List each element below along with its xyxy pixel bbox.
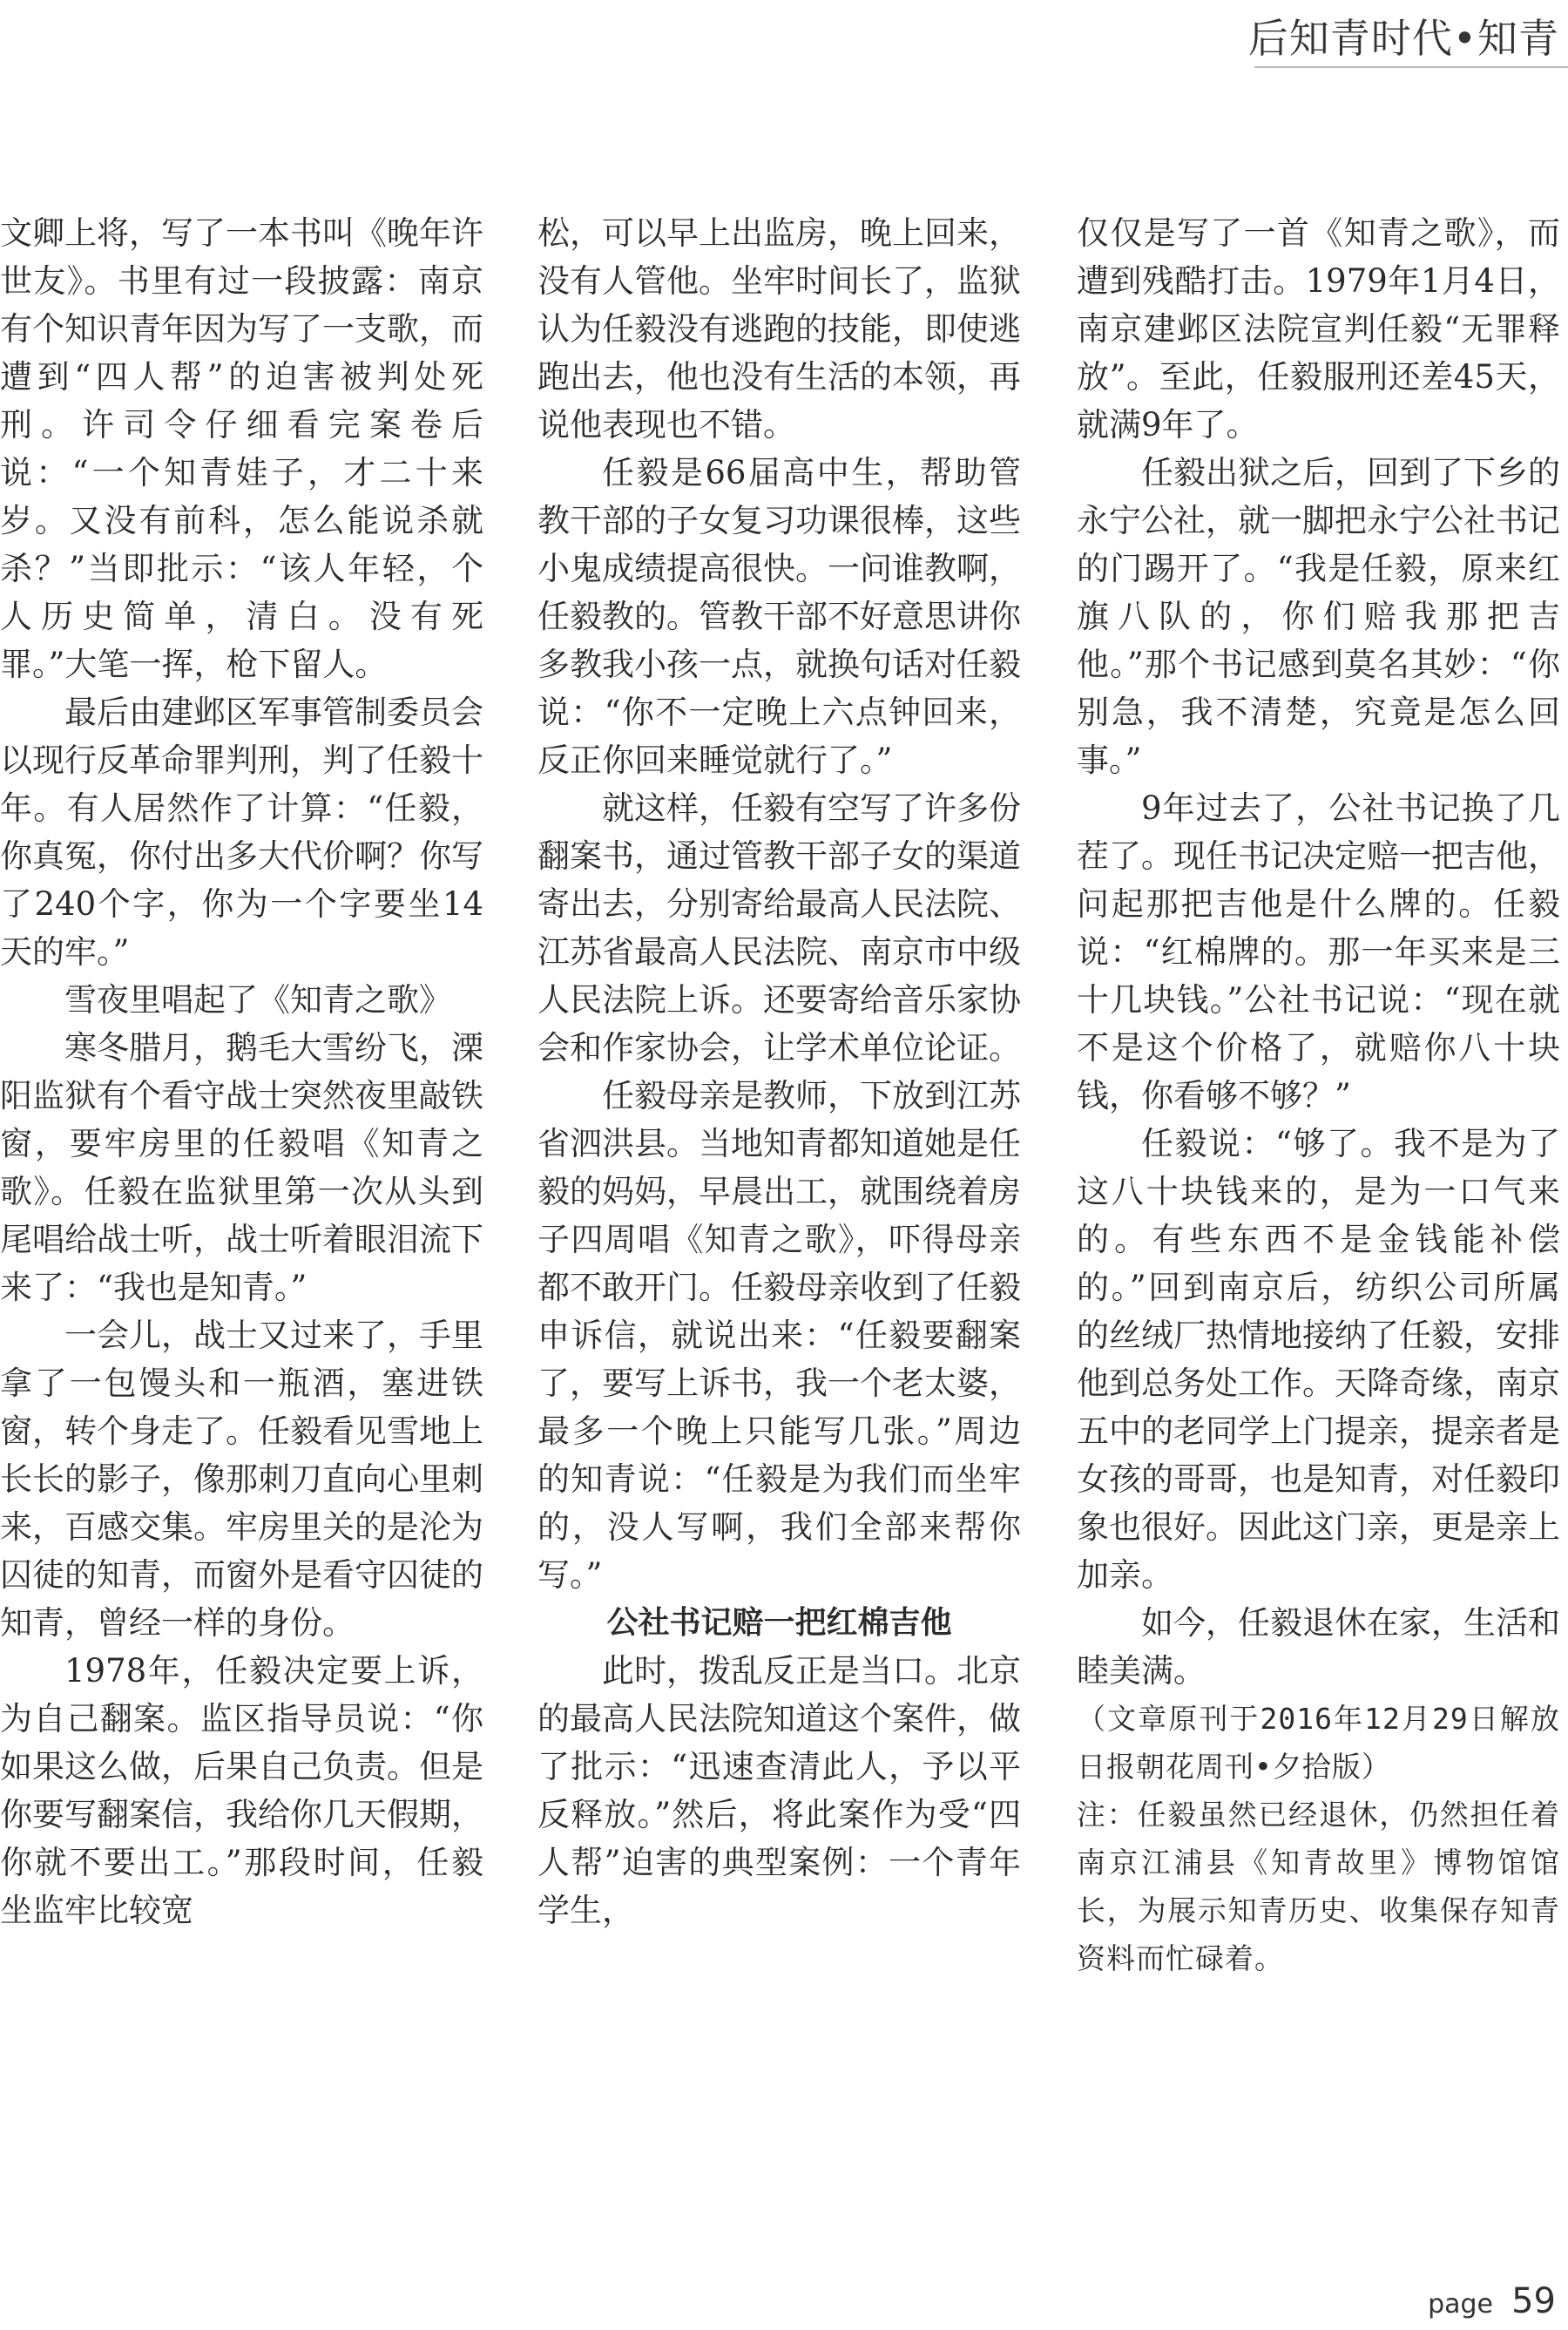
- footnote: 注：任毅虽然已经退休，仍然担任着南京江浦县《知青故里》博物馆馆长，为展示知青历史、收集保存知青资料而忙碌着。: [1077, 1798, 1560, 1975]
- paragraph: 就这样，任毅有空写了许多份翻案书，通过管教干部子女的渠道寄出去，分别寄给最高人民法院、江苏省最高人民法院、南京市中级人民法院上诉。还要寄给音乐家协会和作家协会，让学术单位论证。: [537, 789, 1021, 1067]
- paragraph: 1978年，任毅决定要上诉，为自己翻案。监区指导员说：“你如果这么做，后果自己负责。但是你要写翻案信，我给你几天假期，你就不要出工。”那段时间，任毅坐监牢比较宽: [0, 1652, 483, 1929]
- header-divider: [1254, 66, 1568, 68]
- page-number: 59: [1511, 2281, 1556, 2321]
- paragraph: 如今，任毅退休在家，生活和睦美满。: [1077, 1604, 1560, 1690]
- paragraph: 此时，拨乱反正是当口。北京的最高人民法院知道这个案件，做了批示：“迅速查清此人，予以平反释放。”然后，将此案作为受“四人帮”迫害的典型案例：一个青年学生，: [537, 1652, 1021, 1929]
- paragraph: 仅仅是写了一首《知青之歌》，而遭到残酷打击。1979年1月4日，南京建邺区法院宣判任毅“无罪释放”。至此，任毅服刑还差45天，就满9年了。: [1077, 214, 1560, 444]
- text-column-3: [1077, 209, 1560, 1982]
- paragraph: 任毅是66届高中生，帮助管教干部的子女复习功课很棒，这些小鬼成绩提高很快。一问谁教啊，任毅教的。管教干部不好意思讲你多教我小孩一点，就换句话对任毅说：“你不一定晚上六点钟回来，反正你回来睡觉就行了。”: [537, 454, 1021, 779]
- paragraph: 最后由建邺区军事管制委员会以现行反革命罪判刑，判了任毅十年。有人居然作了计算：“任毅，你真冤，你付出多大代价啊？你写了240个字，你为一个字要坐14天的牢。”: [0, 694, 483, 971]
- footnote: （文章原刊于2016年12月29日解放日报朝花周刊•夕拾版）: [1077, 1702, 1560, 1784]
- paragraph: 一会儿，战士又过来了，手里拿了一包馒头和一瓶酒，塞进铁窗，转个身走了。任毅看见雪地上长长的影子，像那刺刀直向心里刺来，百感交集。牢房里关的是沦为囚徒的知青，而窗外是看守囚徒的知青，曾经一样的身份。: [0, 1317, 483, 1642]
- section-heading: 公社书记赔一把红棉吉他: [606, 1605, 952, 1641]
- paragraph: 任毅母亲是教师，下放到江苏省泗洪县。当地知青都知道她是任毅的妈妈，早晨出工，就围绕着房子四周唱《知青之歌》，吓得母亲都不敢开门。任毅母亲收到了任毅申诉信，就说出来：“任毅要翻案了，要写上诉书，我一个老太婆，最多一个晚上只能写几张。”周边的知青说：“任毅是为我们而坐牢的，没人写啊，我们全部来帮你写。”: [537, 1077, 1021, 1594]
- paragraph: 寒冬腊月，鹅毛大雪纷飞，溧阳监狱有个看守战士突然夜里敲铁窗，要牢房里的任毅唱《知青之歌》。任毅在监狱里第一次从头到尾唱给战士听，战士听着眼泪流下来了：“我也是知青。”: [0, 1029, 483, 1306]
- paragraph: 文卿上将，写了一本书叫《晚年许世友》。书里有过一段披露：南京有个知识青年因为写了一支歌，而遭到“四人帮”的迫害被判处死刑。许司令仔细看完案卷后说：“一个知青娃子，才二十来岁。又没有前科，怎么能说杀就杀？”当即批示：“该人年轻，个人历史简单，清白。没有死罪。”大笔一挥，枪下留人。: [0, 214, 483, 683]
- subheading: 雪夜里唱起了《知青之歌》: [64, 981, 451, 1019]
- page-footer: [1428, 2281, 1556, 2321]
- paragraph: 松，可以早上出监房，晚上回来，没有人管他。坐牢时间长了，监狱认为任毅没有逃跑的技能，即使逃跑出去，他也没有生活的本领，再说他表现也不错。: [537, 214, 1021, 444]
- text-column-2: [537, 209, 1021, 1934]
- paragraph: 9年过去了，公社书记换了几茬了。现任书记决定赔一把吉他，问起那把吉他是什么牌的。任毅说：“红棉牌的。那一年买来是三十几块钱。”公社书记说：“现在就不是这个价格了，就赔你八十块钱，你看够不够？”: [1077, 789, 1560, 1114]
- paragraph: 任毅出狱之后，回到了下乡的永宁公社，就一脚把永宁公社书记的门踢开了。“我是任毅，原来红旗八队的，你们赔我那把吉他。”那个书记感到莫名其妙：“你别急，我不清楚，究竟是怎么回事。”: [1077, 454, 1560, 779]
- paragraph: 任毅说：“够了。我不是为了这八十块钱来的，是为一口气来的。有些东西不是金钱能补偿的。”回到南京后，纺织公司所属的丝绒厂热情地接纳了任毅，安排他到总务处工作。天降奇缘，南京五中的老同学上门提亲，提亲者是女孩的哥哥，也是知青，对任毅印象也很好。因此这门亲，更是亲上加亲。: [1077, 1125, 1560, 1594]
- section-header: 后知青时代•知青: [1247, 15, 1559, 62]
- page-label: page: [1428, 2289, 1493, 2320]
- text-column-1: [0, 209, 483, 1934]
